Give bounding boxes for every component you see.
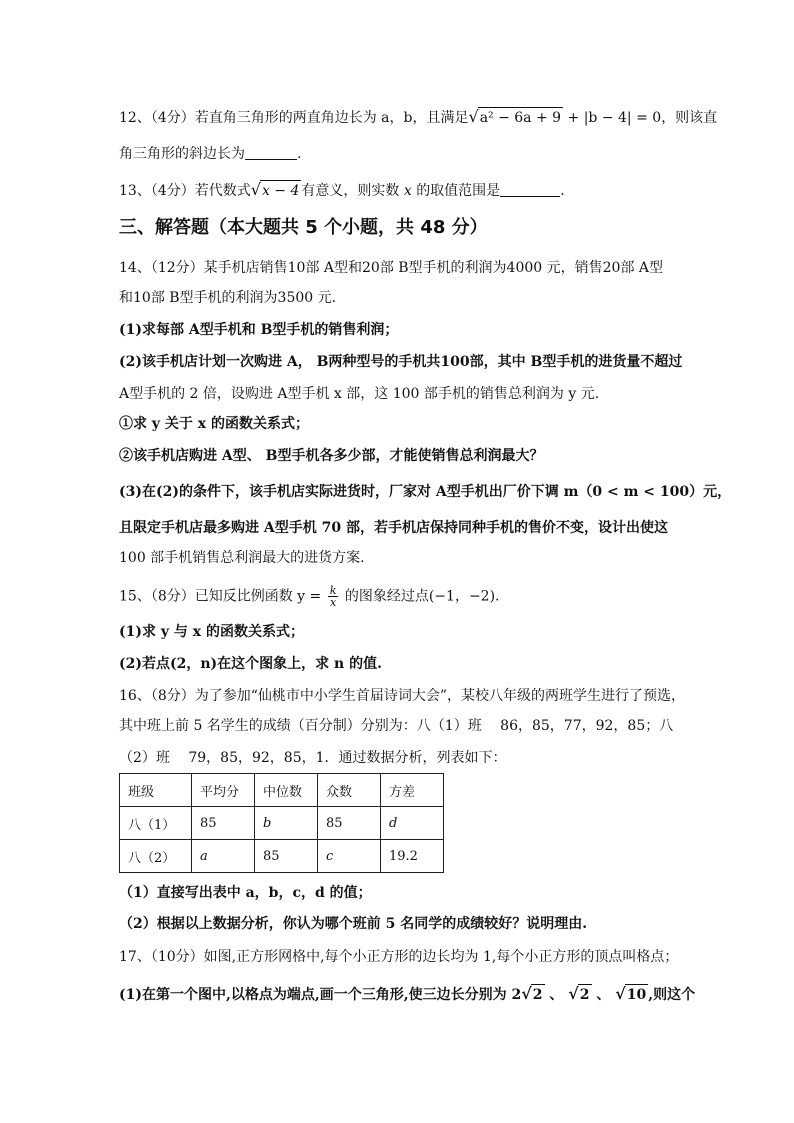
sqrt-sign: √ — [468, 107, 479, 126]
table-cell: 八（2） — [120, 840, 192, 873]
sqrt-sign: √ — [521, 984, 532, 1003]
q16-line4: （1）直接写出表中 a，b，c，d 的值； — [119, 885, 372, 901]
sqrt-sign: √ — [250, 180, 261, 199]
table-cell: 85 — [255, 840, 318, 873]
q15-prefix: 15、（8分）已知反比例函数 y = — [119, 588, 322, 605]
q13-line — [119, 180, 565, 201]
q14-line9: 且限定手机店最多购进 A型手机 70 部，若手机店保持同种手机的售价不变，设计出使这 — [119, 520, 668, 536]
q17-radical-2: 2 — [578, 984, 592, 1005]
q12-line2-text: 角三角形的斜边长为 — [119, 146, 245, 162]
q17-separator: 、 — [549, 987, 564, 1003]
q17-line2-prefix: (1)在第一个图中,以格点为端点,画一个三角形,使三边长分别为 2 — [119, 987, 522, 1003]
table-cell: c — [318, 840, 381, 873]
q12-abs-expression: + |b − 4| = 0 — [567, 110, 662, 126]
q12-line2-end: . — [297, 146, 302, 162]
table-cell: a — [192, 840, 255, 873]
table-row — [120, 840, 444, 873]
score-table — [119, 773, 444, 873]
q16-line5: （2）根据以上数据分析，你认为哪个班前 5 名同学的成绩较好？说明理由. — [119, 916, 588, 932]
q13-variable: x — [403, 183, 412, 199]
table-header-cell: 众数 — [318, 774, 381, 807]
table-row — [120, 807, 444, 840]
q15-fraction-denominator: x — [329, 596, 337, 609]
q14-line2: 和10部 B型手机的利润为3500 元. — [119, 290, 337, 306]
q15-fraction — [328, 585, 339, 608]
q13-suffix: 有意义，则实数 — [301, 183, 400, 199]
q12-answer-blank[interactable] — [245, 145, 297, 160]
q13-answer-blank[interactable] — [500, 182, 560, 197]
q13-prefix: 13、（4分）若代数式 — [119, 183, 251, 199]
q12-suffix: ，则该直 — [661, 110, 718, 126]
table-cell: d — [381, 807, 444, 840]
q13-end: . — [560, 183, 565, 199]
q15-suffix: 的图象经过点(−1，−2). — [344, 588, 500, 605]
q16-line1: 16、（8分）为了参加“仙桃市中小学生首届诗词大会”，某校八年级的两班学生进行了预选， — [119, 688, 686, 704]
table-cell: 85 — [318, 807, 381, 840]
q14-line8: (3)在(2)的条件下，该手机店实际进货时，厂家对 A型手机出厂价下调 m（0 < m < 100）元， — [119, 484, 732, 500]
table-header-cell: 平均分 — [192, 774, 255, 807]
q14-line1: 14、（12分）某手机店销售10部 A型和20部 B型手机的利润为4000 元，销售20部 A型 — [119, 260, 664, 276]
q14-line5: A型手机的 2 倍，设购进 A型手机 x 部，这 100 部手机的销售总利润为 y 元. — [119, 386, 600, 402]
q17-line2 — [119, 984, 695, 1005]
q15-line1 — [119, 585, 500, 608]
q15-line3: (2)若点(2，n)在这个图象上，求 n 的值. — [119, 656, 382, 672]
q13-radicand: x − 4 — [260, 180, 301, 201]
q14-line10: 100 部手机销售总利润最大的进货方案. — [119, 550, 365, 566]
table-cell: 八（1） — [120, 807, 192, 840]
section-title: 三、解答题（本大题共 5 个小题，共 48 分） — [119, 217, 488, 238]
q13-suffix2: 的取值范围是 — [416, 183, 501, 199]
table-cell: 19.2 — [381, 840, 444, 873]
q17-line2-suffix: ,则这个 — [648, 987, 696, 1003]
table-header-cell: 班级 — [120, 774, 192, 807]
q16-line3: （2）班 79，85，92，85，1．通过数据分析，列表如下： — [119, 750, 507, 766]
q12-prefix: 12、（4分）若直角三角形的两直角边长为 a，b，且满足 — [119, 110, 469, 126]
q17-radical-3: 10 — [625, 984, 648, 1005]
q12-line1 — [119, 107, 717, 128]
q14-line7: ②该手机店购进 A型、 B型手机各多少部，才能使销售总利润最大？ — [119, 448, 544, 464]
q15-line2: (1)求 y 与 x 的函数关系式； — [119, 624, 304, 640]
q15-fraction-numerator: k — [329, 584, 337, 597]
q14-line4: (2)该手机店计划一次购进 A， B两种型号的手机共100部，其中 B型手机的进货量不超过 — [119, 354, 683, 370]
q12-line2 — [119, 144, 301, 164]
sqrt-sign: √ — [615, 984, 626, 1003]
sqrt-sign: √ — [568, 984, 579, 1003]
q14-line3: (1)求每部 A型手机和 B型手机的销售利润； — [119, 322, 399, 338]
table-header-cell: 方差 — [381, 774, 444, 807]
q14-line6: ①求 y 关于 x 的函数关系式； — [119, 416, 309, 432]
q17-radical-1: 2 — [531, 984, 545, 1005]
q12-radicand: a² − 6a + 9 — [478, 107, 563, 128]
table-header-row — [120, 774, 444, 807]
q16-line2: 其中班上前 5 名学生的成绩（百分制）分别为：八（1）班 86，85，77，92，85；八 — [119, 718, 674, 734]
table-cell: 85 — [192, 807, 255, 840]
q17-line1: 17、（10分）如图,正方形网格中,每个小正方形的边长均为 1,每个小正方形的顶点叫格点； — [119, 949, 679, 965]
q17-separator: 、 — [596, 987, 611, 1003]
table-header-cell: 中位数 — [255, 774, 318, 807]
table-cell: b — [255, 807, 318, 840]
